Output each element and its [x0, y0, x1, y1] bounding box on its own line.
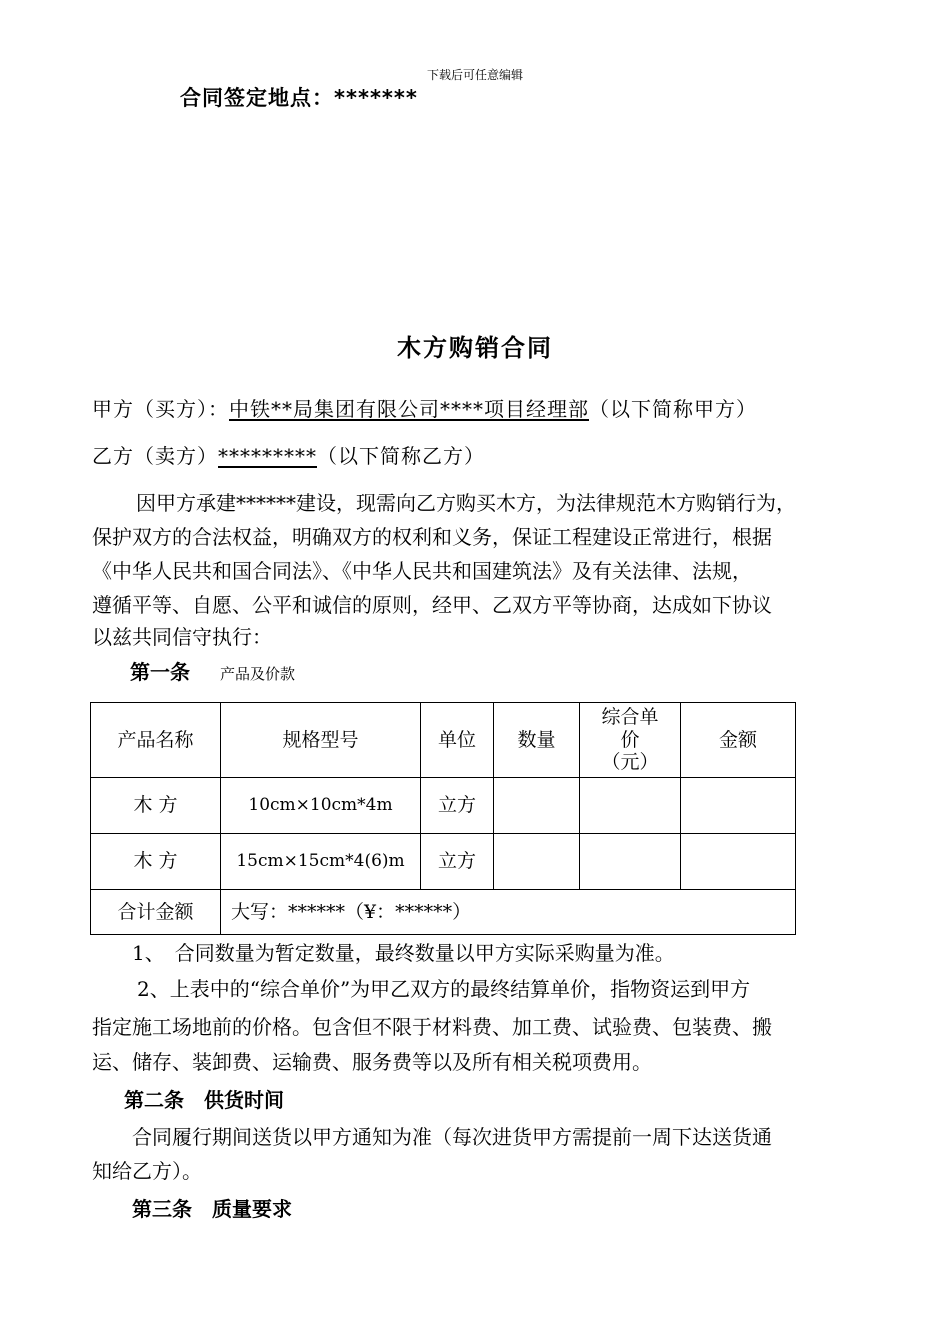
header-cell: 数量: [494, 703, 580, 778]
intro-line: 以兹共同信守执行：: [92, 625, 272, 649]
table-cell: 15cm×15cm*4(6)m: [221, 834, 421, 890]
table-row: [91, 834, 796, 890]
intro-line: 保护双方的合法权益，明确双方的权利和义务，保证工程建设正常进行，根据: [92, 525, 772, 549]
table-cell: [580, 834, 681, 890]
party-a-name: 中铁**局集团有限公司****项目经理部: [229, 397, 589, 421]
contract-title: 木方购销合同: [397, 334, 553, 362]
watermark-note: 下载后可任意编辑: [426, 68, 523, 82]
note-line: 运、储存、装卸费、运输费、服务费等以及所有相关税项费用。: [92, 1050, 652, 1074]
article-2-line: 知给乙方）。: [92, 1159, 202, 1183]
total-value: 大写：******（¥：******）: [221, 890, 796, 935]
party-a-suffix: （以下简称甲方）: [589, 397, 757, 421]
article-3-heading: 第三条 质量要求: [132, 1197, 292, 1221]
table-total-row: [91, 890, 796, 935]
party-b-label: 乙方（卖方）: [92, 444, 218, 468]
intro-line: 遵循平等、自愿、公平和诚信的原则，经甲、乙双方平等协商，达成如下协议: [92, 593, 772, 617]
header-cell: 单位: [421, 703, 494, 778]
product-table: [90, 702, 796, 935]
table-cell: [494, 834, 580, 890]
header-cell: 产品名称: [91, 703, 221, 778]
table-header-row: [91, 703, 796, 778]
party-a-label: 甲方（买方）：: [92, 397, 229, 421]
table-cell: 木 方: [91, 778, 221, 834]
sign-place: 合同签定地点：*******: [180, 86, 418, 110]
party-b-name: *********: [218, 444, 317, 468]
note-line: 2、上表中的“综合单价”为甲乙双方的最终结算单价，指物资运到甲方: [137, 977, 751, 1001]
article-1-subtitle: 产品及价款: [220, 665, 296, 683]
total-label: 合计金额: [91, 890, 221, 935]
intro-line: 《中华人民共和国合同法》、《中华人民共和国建筑法》及有关法律、法规，: [92, 559, 752, 583]
table-cell: [580, 778, 681, 834]
table-cell: 立方: [421, 778, 494, 834]
table-cell: [681, 834, 796, 890]
article-2-line: 合同履行期间送货以甲方通知为准（每次进货甲方需提前一周下达送货通: [132, 1125, 772, 1149]
table-cell: [494, 778, 580, 834]
intro-line: 因甲方承建******建设，现需向乙方购买木方，为法律规范木方购销行为，: [136, 491, 796, 515]
party-b-line: [92, 440, 485, 469]
note-line: 1、 合同数量为暂定数量，最终数量以甲方实际采购量为准。: [132, 941, 675, 965]
article-1-heading: [130, 656, 295, 685]
table-row: [91, 778, 796, 834]
note-line: 指定施工场地前的价格。包含但不限于材料费、加工费、试验费、包装费、搬: [92, 1015, 772, 1039]
table-cell: [681, 778, 796, 834]
article-2-heading: 第二条 供货时间: [124, 1088, 284, 1112]
party-a-line: [92, 393, 757, 422]
article-1-number: 第一条: [130, 660, 190, 684]
table-cell: 立方: [421, 834, 494, 890]
header-cell: 金额: [681, 703, 796, 778]
table-cell: 木 方: [91, 834, 221, 890]
party-b-suffix: （以下简称乙方）: [317, 444, 485, 468]
header-cell: 综合单 价 （元）: [580, 703, 681, 778]
header-cell: 规格型号: [221, 703, 421, 778]
table-cell: 10cm×10cm*4m: [221, 778, 421, 834]
